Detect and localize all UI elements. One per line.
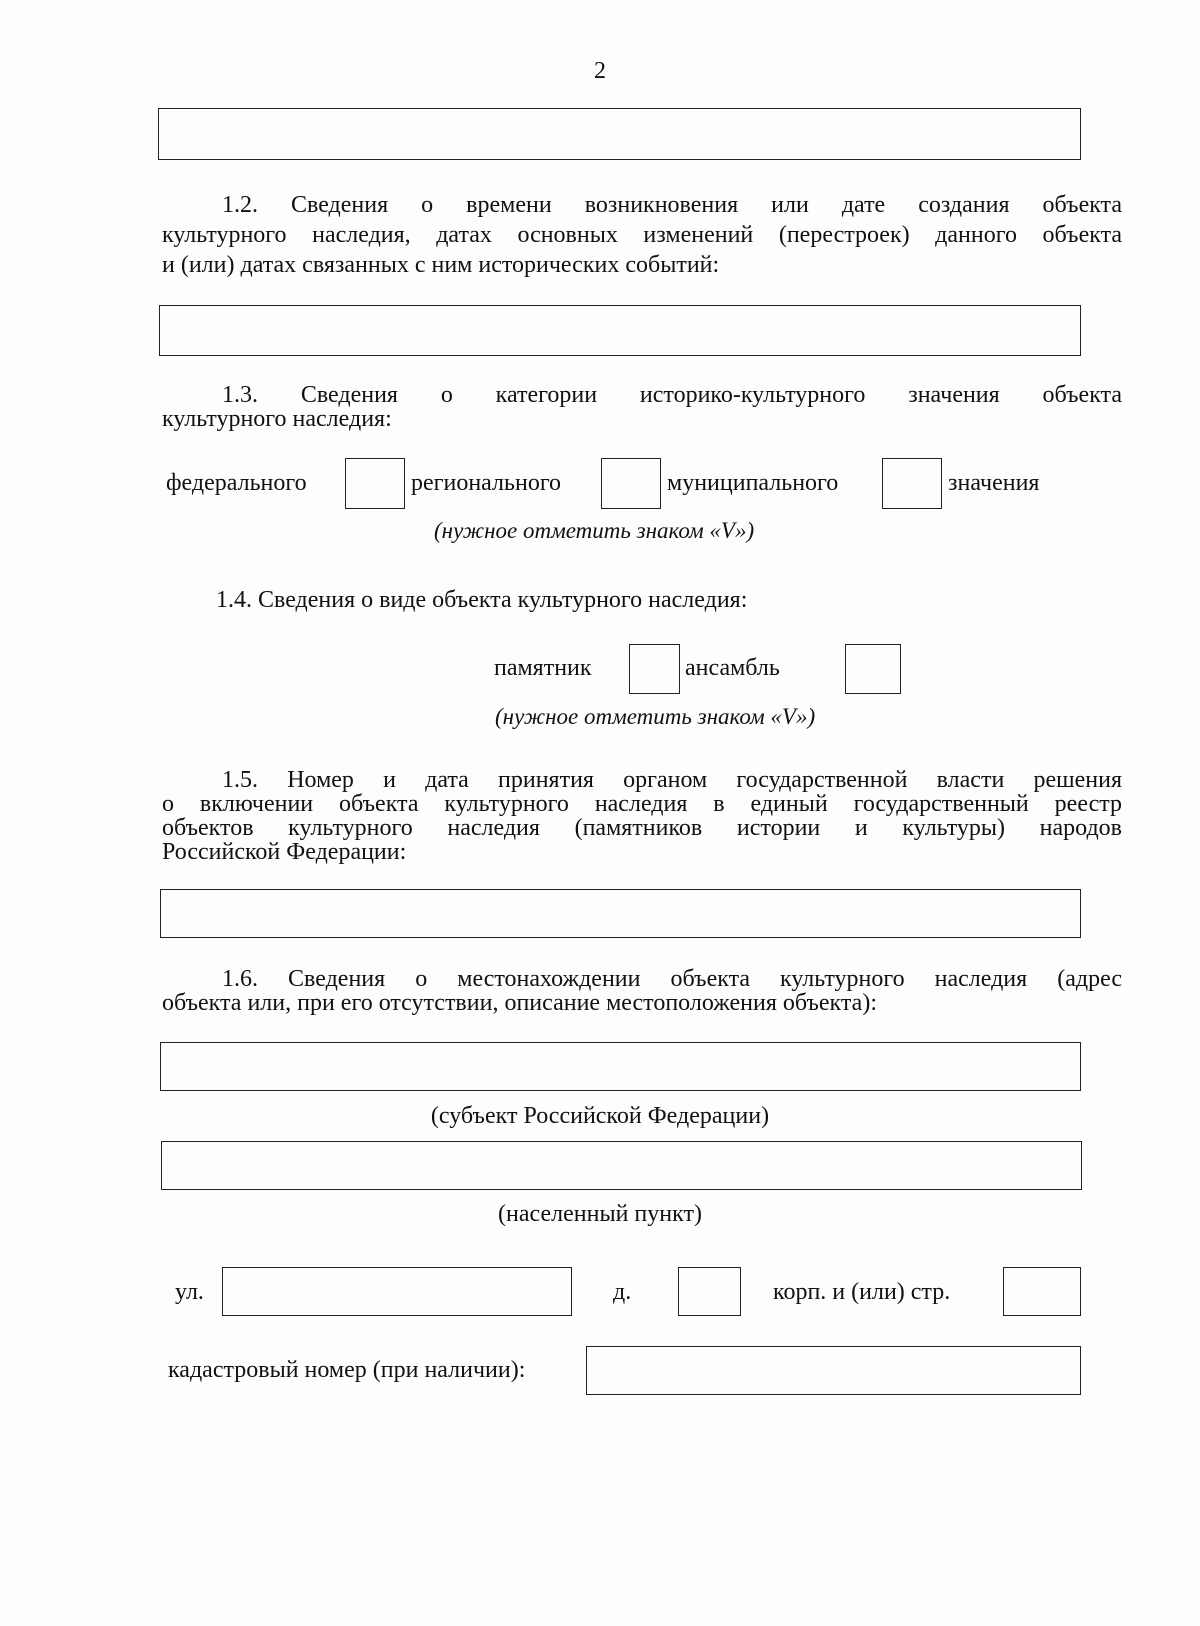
section-1-2-line-3: и (или) датах связанных с ним исторических событий:	[162, 252, 720, 278]
locality-caption: (населенный пункт)	[498, 1201, 702, 1227]
ensemble-checkbox[interactable]	[845, 644, 901, 694]
creation-date-field[interactable]	[159, 305, 1081, 356]
monument-label: памятник	[494, 655, 592, 681]
registry-decision-field[interactable]	[160, 889, 1081, 938]
section-1-5-line-2: о включении объекта культурного наследия в единый государственный реестр	[162, 791, 1122, 817]
section-1-5-text	[162, 768, 1122, 864]
regional-checkbox[interactable]	[601, 458, 661, 509]
section-1-3-line-1: 1.3. Сведения о категории историко-культурного значения объекта	[222, 382, 1122, 408]
section-1-4-line-1: 1.4. Сведения о виде объекта культурного наследия:	[216, 587, 748, 613]
section-1-5-line-3: объектов культурного наследия (памятников истории и культуры) народов	[162, 815, 1122, 841]
cadastral-label: кадастровый номер (при наличии):	[168, 1357, 526, 1383]
federal-label: федерального	[166, 470, 307, 496]
section-1-6-text	[162, 967, 1122, 1015]
ensemble-label: ансамбль	[685, 655, 780, 681]
section-1-6-line-1: 1.6. Сведения о местонахождении объекта культурного наследия (адрес	[222, 966, 1122, 992]
municipal-label: муниципального	[667, 470, 839, 496]
section-1-5-line-1: 1.5. Номер и дата принятия органом государственной власти решения	[222, 767, 1122, 793]
building-field[interactable]	[1003, 1267, 1081, 1316]
cadastral-field[interactable]	[586, 1346, 1081, 1395]
section-1-2-text	[162, 190, 1122, 280]
section-1-6-line-2: объекта или, при его отсутствии, описание местоположения объекта):	[162, 990, 877, 1016]
significance-suffix-label: значения	[948, 470, 1040, 496]
section-1-3-text	[162, 383, 1122, 431]
object-name-field[interactable]	[158, 108, 1081, 160]
monument-checkbox[interactable]	[629, 644, 680, 694]
federal-checkbox[interactable]	[345, 458, 405, 509]
federal-subject-caption: (субъект Российской Федерации)	[430, 1103, 770, 1129]
federal-subject-field[interactable]	[160, 1042, 1081, 1091]
house-label: д.	[613, 1279, 632, 1305]
street-field[interactable]	[222, 1267, 572, 1316]
page-number: 2	[594, 58, 606, 84]
section-1-2-line-2: культурного наследия, датах основных изменений (перестроек) данного объекта	[162, 222, 1122, 248]
building-label: корп. и (или) стр.	[773, 1279, 951, 1305]
category-hint: (нужное отметить знаком «V»)	[434, 518, 755, 543]
regional-label: регионального	[411, 470, 562, 496]
section-1-2-line-1: 1.2. Сведения о времени возникновения или дате создания объекта	[222, 192, 1122, 218]
section-1-5-line-4: Российской Федерации:	[162, 839, 407, 865]
house-field[interactable]	[678, 1267, 741, 1316]
locality-field[interactable]	[161, 1141, 1082, 1190]
type-hint: (нужное отметить знаком «V»)	[495, 704, 816, 729]
section-1-3-line-2: культурного наследия:	[162, 406, 392, 432]
municipal-checkbox[interactable]	[882, 458, 942, 509]
street-label: ул.	[175, 1279, 204, 1305]
